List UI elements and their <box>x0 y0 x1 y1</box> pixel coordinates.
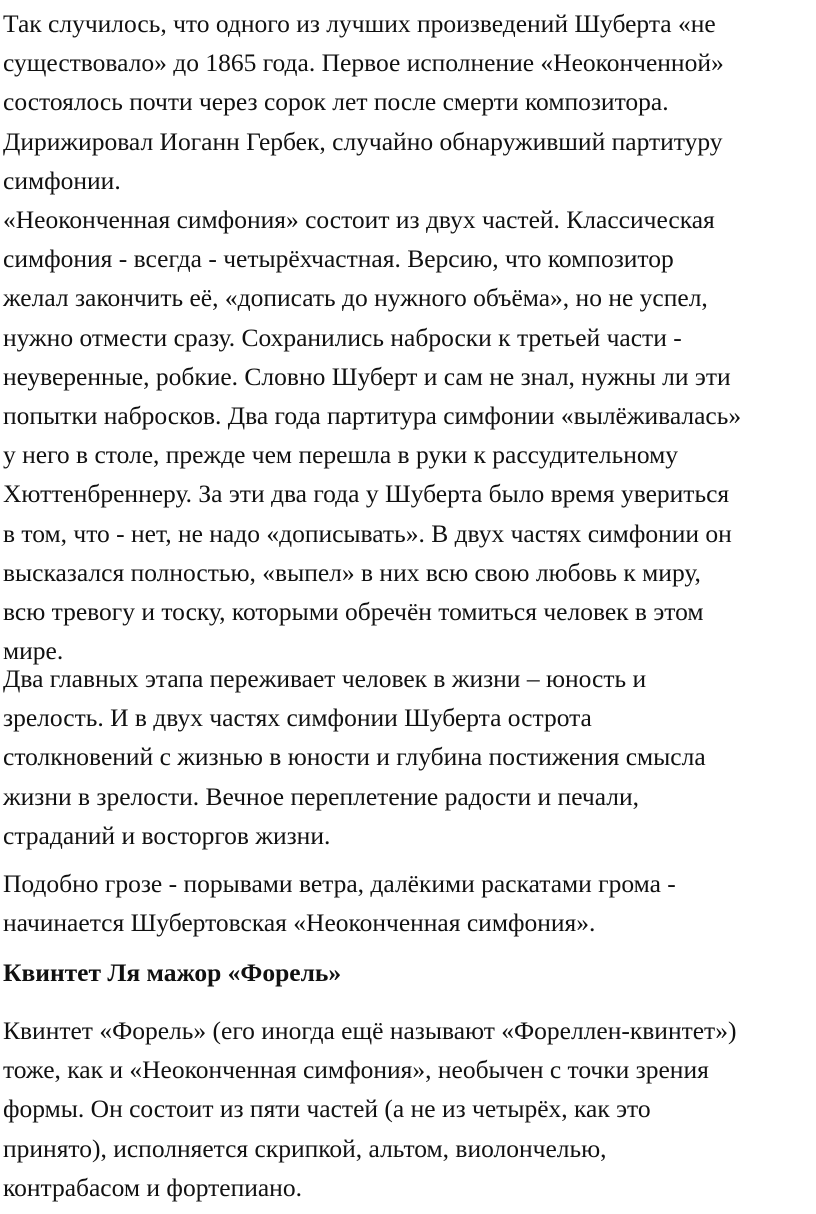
text-line: попытки набросков. Два года партитура симфонии «вылёживалась» <box>3 401 742 431</box>
paragraph-youth-maturity <box>3 659 812 855</box>
text-line: принято), исполняется скрипкой, альтом, виолончелью, <box>3 1133 607 1163</box>
text-line: Подобно грозе - порывами ветра, далёкими раскатами грома - <box>3 869 676 898</box>
paragraph-two-movements <box>3 200 812 670</box>
text-line: начинается Шубертовская «Неоконченная симфония». <box>3 908 596 938</box>
text-line: «Неоконченная симфония» состоит из двух частей. Классическая <box>3 205 715 234</box>
text-line: нужно отмести сразу. Сохранились наброски к третьей части - <box>3 322 682 352</box>
section-heading-trout-quintet: Квинтет Ля мажор «Форель» <box>3 958 342 987</box>
text-line: формы. Он состоит из пяти частей (а не из четырёх, как это <box>3 1094 651 1124</box>
text-line: существовало» до 1865 года. Первое исполнение «Неоконченной» <box>3 48 724 78</box>
text-line: жизни в зрелости. Вечное переплетение радости и печали, <box>3 781 639 811</box>
text-line: Так случилось, что одного из лучших произведений Шуберта «не <box>3 9 716 38</box>
text-line: состоялось почти через сорок лет после смерти композитора. <box>3 87 669 117</box>
paragraph-unfinished-history <box>3 4 812 200</box>
text-line: Хюттенбреннеру. За эти два года у Шуберта было время увериться <box>3 479 730 509</box>
text-line: столкновений с жизнью в юности и глубина постижения смысла <box>3 742 706 772</box>
text-line: страданий и восторгов жизни. <box>3 820 331 850</box>
text-line: зрелость. И в двух частях симфонии Шуберта острота <box>3 703 592 733</box>
text-line: всю тревогу и тоску, которыми обречён томиться человек в этом <box>3 597 704 627</box>
text-line: Дирижировал Иоганн Гербек, случайно обнаруживший партитуру <box>3 126 723 156</box>
text-line: неуверенные, робкие. Словно Шуберт и сам не знал, нужны ли эти <box>3 361 731 391</box>
text-line: в том, что - нет, не надо «дописывать». В двух частях симфонии он <box>3 518 732 548</box>
text-line: Квинтет «Форель» (его иногда ещё называют «Фореллен-квинтет») <box>3 1016 737 1045</box>
paragraph-trout-quintet <box>3 1011 812 1207</box>
text-line: Два главных этапа переживает человек в жизни – юность и <box>3 664 647 693</box>
text-line: тоже, как и «Неоконченная симфония», необычен с точки зрения <box>3 1055 709 1085</box>
text-line: высказался полностью, «выпел» в них всю свою любовь к миру, <box>3 557 701 587</box>
text-line: симфонии. <box>3 165 121 195</box>
text-line: у него в столе, прежде чем перешла в руки к рассудительному <box>3 440 679 470</box>
paragraph-storm-opening <box>3 864 812 942</box>
text-line: желал закончить её, «дописать до нужного объёма», но не успел, <box>3 283 708 313</box>
text-line: мире. <box>3 636 64 666</box>
text-line: контрабасом и фортепиано. <box>3 1172 302 1202</box>
text-line: симфония - всегда - четырёхчастная. Версию, что композитор <box>3 244 674 274</box>
